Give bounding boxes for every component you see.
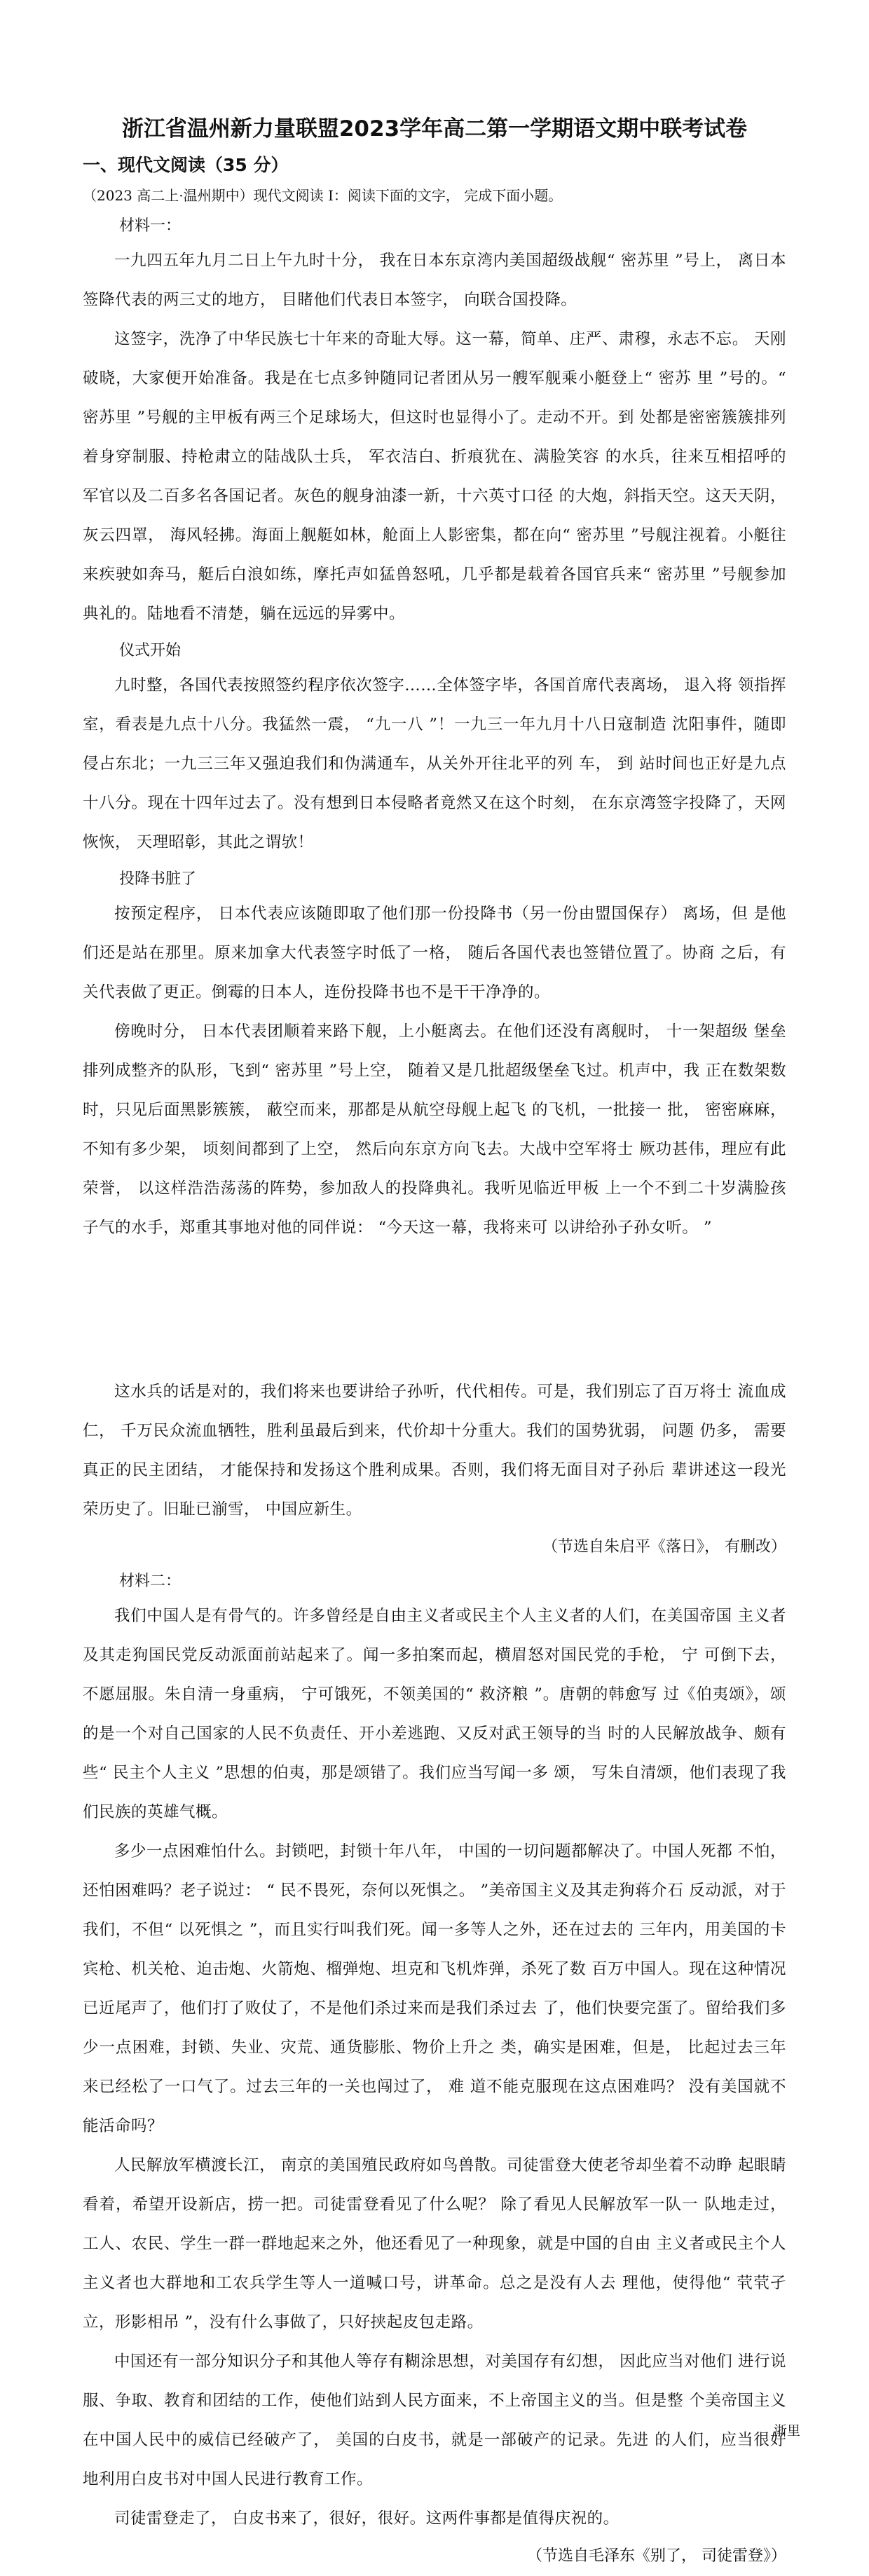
footer-mark: 浙里 <box>773 2423 800 2439</box>
paragraph: 这水兵的话是对的，我们将来也要讲给子孙听，代代相传。可是，我们别忘了百万将士 流血成仁， 千万民众流血牺牲，胜利虽最后到来，代价却十分重大。我们的国势犹弱， 问题 仍多， 需要真正的民主团结， 才能保持和发扬这个胜利成果。否则，我们将无面目对子孙后 辈讲述这一段光荣历史了。旧耻已湔雪， 中国应新生。 <box>83 1383 786 1519</box>
paragraph: 我们中国人是有骨气的。许多曾经是自由主义者或民主个人主义者的人们，在美国帝国 主义者及其走狗国民党反动派面前站起来了。闻一多拍案而起，横眉怒对国民党的手枪， 宁 可倒下去，不愿屈服。朱自清一身重病， 宁可饿死，不领美国的“ 救济粮 ”。唐朝的韩愈写 过《伯夷颂》，颂的是一个对自己国家的人民不负责任、开小差逃跑、又反对武王领导的当 时的人民解放战争、颇有些“ 民主个人主义 ”思想的伯夷，那是颂错了。我们应当写闻一多 颂， 写朱自清颂，他们表现了我们民族的英雄气概。 <box>83 1607 786 1821</box>
paragraph: 九时整，各国代表按照签约程序依次签字……全体签字毕，各国首席代表离场， 退入将 领指挥室，看表是九点十八分。我猛然一震， “九一八 ”！一九三一年九月十八日寇制造 沈阳事件，随即侵占东北；一九三三年又强迫我们和伪满通车，从关外开往北平的列 车， 到 站时间也正好是九点十八分。现在十四年过去了。没有想到日本侵略者竟然又在这个时刻， 在东京湾签字投降了，天网恢恢， 天理昭彰，其此之谓欤！ <box>83 676 786 851</box>
paragraph: 这签字，洗净了中华民族七十年来的奇耻大辱。这一幕，简单、庄严、肃穆，永志不忘。 天刚破晓，大家便开始准备。我是在七点多钟随同记者团从另一艘军舰乘小艇登上“ 密苏 里 ”号的。“ 密苏里 ”号舰的主甲板有两三个足球场大，但这时也显得小了。走动不开。到 处都是密密簇簇排列着身穿制服、持枪肃立的陆战队士兵， 军衣洁白、折痕犹在、满脸笑容 的水兵，往来互相招呼的军官以及二百多名各国记者。灰色的舰身油漆一新，十六英寸口径 的大炮，斜指天空。这天天阴，灰云四罩， 海风轻拂。海面上舰艇如林，舱面上人影密集，都在向“ 密苏里 ”号舰注视着。小艇往来疾驶如奔马，艇后白浪如练，摩托声如猛兽怒吼，几乎都是载着各国官兵来“ 密苏里 ”号舰参加典礼的。陆地看不清楚，躺在远远的异雾中。 <box>83 330 786 623</box>
blank-space <box>83 1247 786 1372</box>
section-heading: 一、现代文阅读（35 分） <box>83 155 289 175</box>
subheading-surrender: 投降书脏了 <box>119 870 197 888</box>
exam-page <box>83 112 786 2576</box>
subheading-ceremony: 仪式开始 <box>119 642 182 659</box>
paragraph: 司徒雷登走了， 白皮书来了，很好，很好。这两件事都是值得庆祝的。 <box>114 2509 620 2528</box>
material-one-attribution: （节选自朱启平《落日》， 有删改） <box>542 1538 786 1556</box>
paragraph: 多少一点困难怕什么。封锁吧，封锁十年八年， 中国的一切问题都解决了。中国人死都 不怕，还怕困难吗？老子说过： “ 民不畏死，奈何以死惧之。 ”美帝国主义及其走狗蒋介石 反动派，对于我们，不但“ 以死惧之 ”，而且实行叫我们死。闻一多等人之外，还在过去的 三年内，用美国的卡宾枪、机关枪、迫击炮、火箭炮、榴弹炮、坦克和飞机炸弹，杀死了数 百万中国人。现在这种情况已近尾声了，他们打了败仗了，不是他们杀过来而是我们杀过去 了，他们快要完蛋了。留给我们多少一点困难，封锁、失业、灾荒、通货膨胀、物价上升之 类，确实是困难，但是， 比起过去三年来已经松了一口气了。过去三年的一关也闯过了， 难 道不能克服现在这点困难吗？ 没有美国就不能活命吗？ <box>83 1842 786 2135</box>
paragraph: 一九四五年九月二日上午九时十分， 我在日本东京湾内美国超级战舰“ 密苏里 ”号上， 离日本签降代表的两三丈的地方， 目睹他们代表日本签字， 向联合国投降。 <box>83 252 786 309</box>
material-one-label: 材料一： <box>119 217 182 235</box>
paragraph: 傍晚时分， 日本代表团顺着来路下舰，上小艇离去。在他们还没有离舰时， 十一架超级 堡垒排列成整齐的队形，飞到“ 密苏里 ”号上空， 随着又是几批超级堡垒飞过。机声中，我 正在数架数时，只见后面黑影簇簇， 蔽空而来，那都是从航空母舰上起飞 的飞机，一批接一 批， 密密麻麻，不知有多少架， 顷刻间都到了上空， 然后向东京方向飞去。大战中空军将士 厥功甚伟，理应有此荣誉， 以这样浩浩荡荡的阵势，参加敌人的投降典礼。我听见临近甲板 上一个不到二十岁满脸孩子气的水手，郑重其事地对他的同伴说： “今天这一幕，我将来可 以讲给孙子孙女听。 ” <box>83 1022 786 1237</box>
exam-title: 浙江省温州新力量联盟2023学年高二第一学期语文期中联考试卷 <box>121 116 748 142</box>
paragraph: 中国还有一部分知识分子和其他人等存有糊涂思想，对美国存有幻想， 因此应当对他们 进行说服、争取、教育和团结的工作，使他们站到人民方面来，不上帝国主义的当。但是整 个美帝国主义在中国人民中的威信已经破产了， 美国的白皮书，就是一部破产的记录。先进 的人们，应当很好地利用白皮书对中国人民进行教育工作。 <box>83 2352 786 2488</box>
material-two-attribution: （节选自毛泽东《别了， 司徒雷登》） <box>527 2547 786 2565</box>
material-two-label: 材料二： <box>119 1573 182 1590</box>
paragraph: 人民解放军横渡长江， 南京的美国殖民政府如鸟兽散。司徒雷登大使老爷却坐着不动睁 起眼睛看着，希望开设新店，捞一把。司徒雷登看见了什么呢？ 除了看见人民解放军一队一 队地走过，工人、农民、学生一群一群地起来之外，他还看见了一种现象，就是中国的自由 主义者或民主个人主义者也大群地和工农兵学生等人一道喊口号，讲革命。总之是没有人去 理他，使得他“ 茕茕孑立，形影相吊 ”，没有什么事做了，只好挟起皮包走路。 <box>83 2156 786 2331</box>
question-source: （2023 高二上·温州期中）现代文阅读 Ⅰ：阅读下面的文字， 完成下面小题。 <box>83 187 563 204</box>
paragraph: 按预定程序， 日本代表应该随即取了他们那一份投降书（另一份由盟国保存） 离场，但 是他们还是站在那里。原来加拿大代表签字时低了一格， 随后各国代表也签错位置了。协商 之后，有关代表做了更正。倒霉的日本人，连份投降书也不是干干净净的。 <box>83 905 786 1001</box>
